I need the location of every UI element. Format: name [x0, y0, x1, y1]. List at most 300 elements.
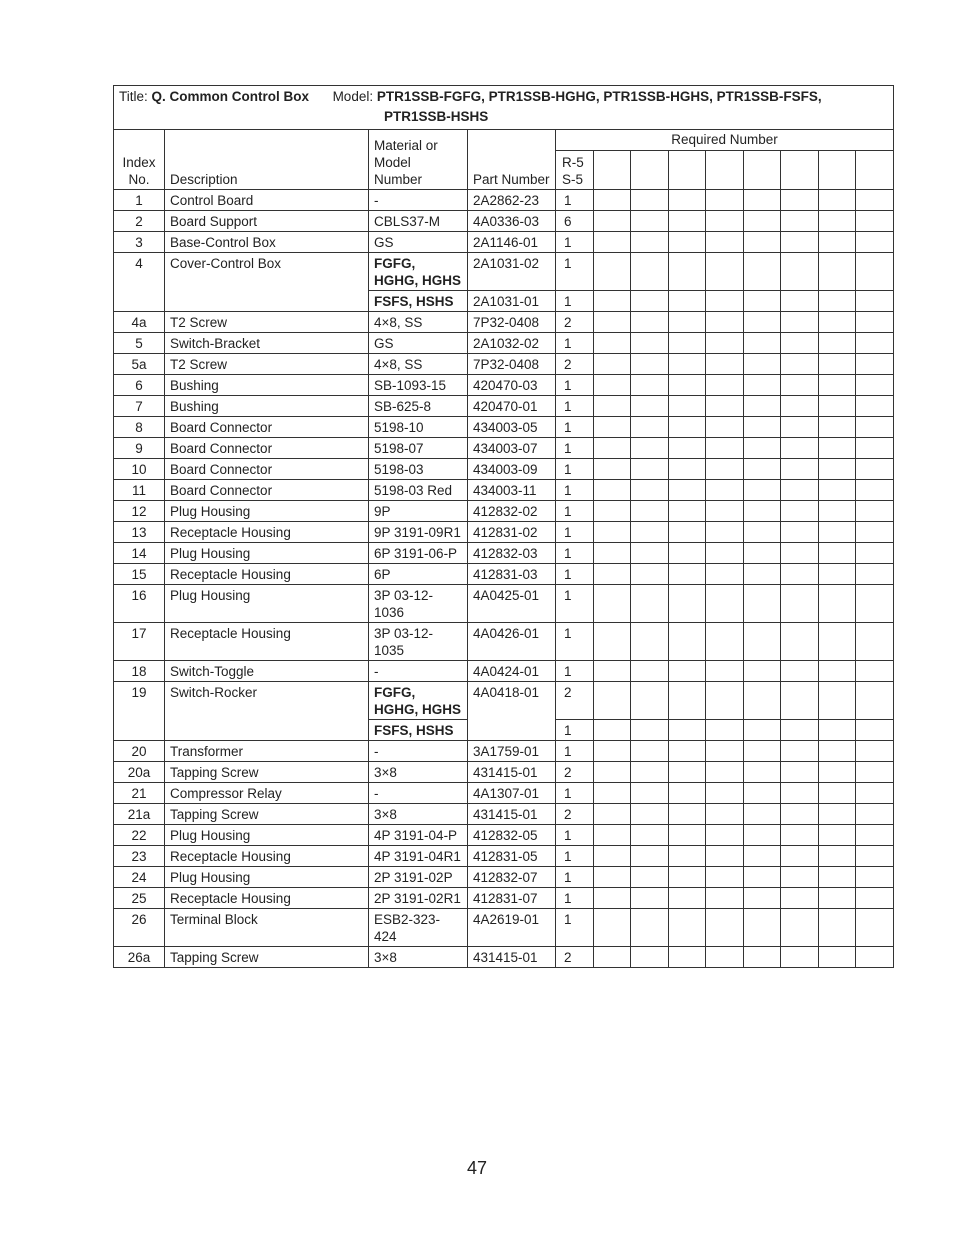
- required-empty-cell: [781, 522, 819, 543]
- required-empty-cell: [631, 846, 669, 867]
- qty-cell: 1: [556, 375, 594, 396]
- description-cell: Plug Housing: [165, 867, 369, 888]
- part-number-cell: 412832-03: [468, 543, 556, 564]
- table-row: [114, 947, 894, 968]
- part-number-cell: 412831-07: [468, 888, 556, 909]
- required-empty-cell: [631, 459, 669, 480]
- required-empty-cell: [594, 783, 631, 804]
- qty-cell: 2: [556, 312, 594, 333]
- required-empty-cell: [819, 867, 856, 888]
- required-empty-cell: [744, 623, 781, 661]
- required-empty-cell: [669, 501, 706, 522]
- required-empty-cell: [594, 417, 631, 438]
- description-cell: Switch-Toggle: [165, 661, 369, 682]
- required-empty-cell: [594, 543, 631, 564]
- material-cell: 5198-10: [369, 417, 468, 438]
- required-empty-cell: [631, 661, 669, 682]
- required-empty-cell: [594, 375, 631, 396]
- required-empty-cell: [594, 459, 631, 480]
- table-row: [114, 804, 894, 825]
- required-empty-cell: [856, 682, 894, 720]
- required-empty-cell: [819, 333, 856, 354]
- index-cell: 22: [114, 825, 165, 846]
- part-number-cell: 7P32-0408: [468, 312, 556, 333]
- required-empty-cell: [819, 312, 856, 333]
- part-number-cell: 7P32-0408: [468, 354, 556, 375]
- header-s5: S-5: [562, 172, 584, 187]
- material-cell: SB-625-8: [369, 396, 468, 417]
- index-cell: 7: [114, 396, 165, 417]
- description-cell: Plug Housing: [165, 825, 369, 846]
- qty-cell: 1: [556, 720, 594, 741]
- part-number-cell: 3A1759-01: [468, 741, 556, 762]
- required-empty-cell: [669, 564, 706, 585]
- part-number-cell: 412832-05: [468, 825, 556, 846]
- required-empty-cell: [781, 501, 819, 522]
- description-cell: Receptacle Housing: [165, 623, 369, 661]
- required-empty-cell: [706, 459, 744, 480]
- index-cell: 16: [114, 585, 165, 623]
- required-empty-cell: [781, 825, 819, 846]
- table-row: [114, 867, 894, 888]
- required-empty-cell: [631, 888, 669, 909]
- required-empty-cell: [819, 253, 856, 291]
- header-required-text: Required Number: [671, 132, 778, 148]
- description-cell: Base-Control Box: [165, 232, 369, 253]
- part-number-cell: 4A0418-01: [468, 682, 556, 741]
- required-empty-cell: [819, 564, 856, 585]
- table-row: [114, 661, 894, 682]
- qty-cell: 1: [556, 190, 594, 211]
- table-row: [114, 417, 894, 438]
- required-empty-cell: [781, 888, 819, 909]
- material-cell: FGFG, HGHG, HGHS: [369, 253, 468, 291]
- qty-cell: 1: [556, 846, 594, 867]
- index-cell: 14: [114, 543, 165, 564]
- material-cell: FGFG, HGHG, HGHS: [369, 682, 468, 720]
- required-empty-cell: [631, 522, 669, 543]
- required-empty-cell: [856, 825, 894, 846]
- header-description: [165, 130, 369, 190]
- material-cell: 4×8, SS: [369, 354, 468, 375]
- required-empty-cell: [781, 846, 819, 867]
- header-description-text: Description: [170, 172, 238, 187]
- required-empty-cell: [744, 867, 781, 888]
- table-row: [114, 564, 894, 585]
- material-cell: SB-1093-15: [369, 375, 468, 396]
- required-empty-cell: [669, 459, 706, 480]
- required-empty-cell: [669, 741, 706, 762]
- required-empty-cell: [744, 682, 781, 720]
- part-number-cell: 412831-02: [468, 522, 556, 543]
- required-empty-cell: [631, 741, 669, 762]
- required-empty-cell: [631, 312, 669, 333]
- required-empty-cell: [706, 783, 744, 804]
- required-empty-cell: [744, 585, 781, 623]
- title-row: [114, 86, 894, 130]
- material-cell: 6P 3191-06-P: [369, 543, 468, 564]
- table-row: [114, 585, 894, 623]
- index-cell: 20: [114, 741, 165, 762]
- required-empty-cell: [781, 867, 819, 888]
- required-empty-cell: [856, 291, 894, 312]
- required-empty-cell: [781, 354, 819, 375]
- required-empty-cell: [669, 417, 706, 438]
- required-empty-cell: [744, 804, 781, 825]
- required-empty-cell: [781, 741, 819, 762]
- required-empty-cell: [744, 312, 781, 333]
- material-cell: 3×8: [369, 762, 468, 783]
- part-number-cell: 412832-02: [468, 501, 556, 522]
- required-empty-cell: [856, 867, 894, 888]
- description-cell: Compressor Relay: [165, 783, 369, 804]
- qty-cell: 1: [556, 232, 594, 253]
- page-number: 47: [466, 1158, 488, 1178]
- required-empty-cell: [856, 804, 894, 825]
- table-row: [114, 682, 894, 720]
- required-empty-cell: [594, 846, 631, 867]
- required-empty-cell: [856, 253, 894, 291]
- required-empty-cell: [744, 762, 781, 783]
- table-row: [114, 438, 894, 459]
- table-row: [114, 459, 894, 480]
- required-empty-cell: [706, 253, 744, 291]
- table-row: [114, 354, 894, 375]
- required-empty-cell: [706, 522, 744, 543]
- index-cell: 24: [114, 867, 165, 888]
- description-cell: T2 Screw: [165, 354, 369, 375]
- description-cell: Board Connector: [165, 438, 369, 459]
- required-empty-cell: [669, 585, 706, 623]
- table-row: [114, 543, 894, 564]
- required-empty-cell: [856, 232, 894, 253]
- required-empty-cell: [856, 623, 894, 661]
- required-empty-cell: [594, 333, 631, 354]
- required-empty-cell: [819, 543, 856, 564]
- table-row: [114, 762, 894, 783]
- required-empty-cell: [631, 804, 669, 825]
- part-number-cell: 412832-07: [468, 867, 556, 888]
- required-empty-cell: [669, 333, 706, 354]
- required-empty-cell: [669, 762, 706, 783]
- part-number-cell: 431415-01: [468, 762, 556, 783]
- required-empty-cell: [631, 480, 669, 501]
- required-empty-cell: [706, 232, 744, 253]
- required-empty-cell: [781, 417, 819, 438]
- required-empty-cell: [744, 543, 781, 564]
- material-cell: 3P 03-12-1035: [369, 623, 468, 661]
- required-empty-cell: [594, 909, 631, 947]
- required-empty-cell: [744, 232, 781, 253]
- index-cell: 3: [114, 232, 165, 253]
- part-number-cell: 2A1146-01: [468, 232, 556, 253]
- material-cell: 3×8: [369, 947, 468, 968]
- required-empty-cell: [819, 232, 856, 253]
- description-cell: T2 Screw: [165, 312, 369, 333]
- qty-cell: 1: [556, 564, 594, 585]
- description-cell: Plug Housing: [165, 585, 369, 623]
- required-empty-cell: [631, 232, 669, 253]
- required-empty-cell: [706, 211, 744, 232]
- required-empty-cell: [594, 211, 631, 232]
- required-empty-cell: [744, 417, 781, 438]
- required-empty-cell: [781, 947, 819, 968]
- required-empty-cell: [819, 190, 856, 211]
- required-empty-cell: [744, 783, 781, 804]
- required-empty-cell: [819, 396, 856, 417]
- required-empty-cell: [706, 947, 744, 968]
- part-number-cell: 431415-01: [468, 947, 556, 968]
- index-cell: 4a: [114, 312, 165, 333]
- table-row: [114, 522, 894, 543]
- material-cell: GS: [369, 232, 468, 253]
- required-empty-cell: [669, 438, 706, 459]
- header-material: [369, 130, 468, 190]
- required-empty-cell: [594, 396, 631, 417]
- qty-cell: 1: [556, 585, 594, 623]
- qty-cell: 1: [556, 438, 594, 459]
- material-cell: 5198-03: [369, 459, 468, 480]
- required-empty-cell: [706, 762, 744, 783]
- qty-cell: 6: [556, 211, 594, 232]
- required-empty-cell: [744, 720, 781, 741]
- material-cell: 9P: [369, 501, 468, 522]
- required-empty-cell: [706, 312, 744, 333]
- required-empty-cell: [856, 720, 894, 741]
- required-empty-cell: [819, 947, 856, 968]
- description-cell: Control Board: [165, 190, 369, 211]
- required-empty-cell: [706, 888, 744, 909]
- parts-list-sheet: [113, 85, 894, 968]
- required-empty-cell: [819, 480, 856, 501]
- required-empty-cell: [631, 333, 669, 354]
- required-empty-cell: [706, 867, 744, 888]
- required-empty-cell: [631, 783, 669, 804]
- required-empty-cell: [819, 459, 856, 480]
- description-cell: Plug Housing: [165, 543, 369, 564]
- required-empty-cell: [856, 190, 894, 211]
- material-cell: FSFS, HSHS: [369, 291, 468, 312]
- required-empty-cell: [706, 804, 744, 825]
- qty-cell: 2: [556, 804, 594, 825]
- index-cell: 8: [114, 417, 165, 438]
- required-empty-cell: [669, 312, 706, 333]
- part-number-cell: 4A0424-01: [468, 661, 556, 682]
- required-empty-cell: [669, 720, 706, 741]
- part-number-cell: 4A2619-01: [468, 909, 556, 947]
- description-cell: Tapping Screw: [165, 762, 369, 783]
- description-cell: Tapping Screw: [165, 947, 369, 968]
- required-empty-cell: [856, 762, 894, 783]
- part-number-cell: 420470-01: [468, 396, 556, 417]
- required-empty-cell: [631, 211, 669, 232]
- required-empty-cell: [819, 762, 856, 783]
- title-name: Q. Common Control Box: [151, 89, 310, 104]
- required-empty-cell: [781, 661, 819, 682]
- required-empty-cell: [631, 543, 669, 564]
- required-empty-cell: [819, 846, 856, 867]
- index-cell: 12: [114, 501, 165, 522]
- material-cell: 9P 3191-09R1: [369, 522, 468, 543]
- required-empty-cell: [594, 232, 631, 253]
- header-part: [468, 130, 556, 190]
- table-row: [114, 825, 894, 846]
- required-empty-cell: [594, 438, 631, 459]
- required-empty-cell: [669, 623, 706, 661]
- description-cell: Receptacle Housing: [165, 888, 369, 909]
- description-cell: Receptacle Housing: [165, 564, 369, 585]
- required-empty-cell: [856, 522, 894, 543]
- required-empty-cell: [706, 846, 744, 867]
- required-empty-cell: [669, 909, 706, 947]
- required-empty-cell: [744, 375, 781, 396]
- description-cell: Receptacle Housing: [165, 522, 369, 543]
- required-empty-cell: [744, 947, 781, 968]
- header-index-line2: No.: [128, 172, 150, 187]
- required-empty-cell: [781, 438, 819, 459]
- model-label: Model:: [332, 89, 374, 104]
- material-cell: -: [369, 783, 468, 804]
- required-empty-cell: [856, 375, 894, 396]
- required-empty-cell: [744, 564, 781, 585]
- required-empty-cell: [631, 867, 669, 888]
- required-empty-cell: [631, 501, 669, 522]
- qty-cell: 1: [556, 783, 594, 804]
- required-empty-cell: [631, 438, 669, 459]
- description-cell: Board Connector: [165, 417, 369, 438]
- table-row: [114, 480, 894, 501]
- index-cell: 21: [114, 783, 165, 804]
- required-empty-cell: [631, 375, 669, 396]
- header-index-line1: Index: [122, 155, 156, 170]
- required-empty-cell: [744, 480, 781, 501]
- required-empty-cell: [781, 190, 819, 211]
- required-empty-cell: [819, 522, 856, 543]
- material-cell: 5198-07: [369, 438, 468, 459]
- required-empty-cell: [669, 291, 706, 312]
- required-empty-cell: [744, 190, 781, 211]
- required-empty-cell: [856, 661, 894, 682]
- required-empty-cell: [631, 909, 669, 947]
- required-empty-cell: [594, 354, 631, 375]
- required-empty-cell: [781, 783, 819, 804]
- required-empty-cell: [819, 888, 856, 909]
- qty-cell: 1: [556, 623, 594, 661]
- description-cell: Board Support: [165, 211, 369, 232]
- required-empty-cell: [781, 211, 819, 232]
- required-empty-cell: [856, 846, 894, 867]
- qty-cell: 2: [556, 354, 594, 375]
- table-row: [114, 623, 894, 661]
- qty-cell: 1: [556, 417, 594, 438]
- material-cell: 2P 3191-02P: [369, 867, 468, 888]
- material-cell: -: [369, 190, 468, 211]
- required-empty-cell: [631, 354, 669, 375]
- required-empty-cell: [856, 312, 894, 333]
- part-number-cell: 4A1307-01: [468, 783, 556, 804]
- index-cell: 5: [114, 333, 165, 354]
- table-row: [114, 888, 894, 909]
- required-empty-cell: [781, 396, 819, 417]
- required-empty-cell: [819, 720, 856, 741]
- required-empty-cell: [669, 232, 706, 253]
- required-empty-cell: [744, 211, 781, 232]
- required-empty-cell: [781, 232, 819, 253]
- table-row: [114, 741, 894, 762]
- index-cell: 21a: [114, 804, 165, 825]
- required-empty-cell: [856, 888, 894, 909]
- required-empty-cell: [669, 375, 706, 396]
- required-empty-cell: [706, 333, 744, 354]
- header-index: [114, 130, 165, 190]
- index-cell: 13: [114, 522, 165, 543]
- required-empty-cell: [781, 333, 819, 354]
- required-empty-cell: [819, 417, 856, 438]
- required-empty-cell: [744, 291, 781, 312]
- qty-cell: 1: [556, 253, 594, 291]
- required-empty-cell: [706, 190, 744, 211]
- required-empty-cell: [744, 846, 781, 867]
- required-empty-cell: [594, 585, 631, 623]
- table-row: [114, 783, 894, 804]
- index-cell: 23: [114, 846, 165, 867]
- required-empty-cell: [856, 947, 894, 968]
- header-material-line1: Material or: [374, 138, 438, 153]
- required-empty-cell: [781, 762, 819, 783]
- required-empty-cell: [744, 354, 781, 375]
- index-cell: 26: [114, 909, 165, 947]
- qty-cell: 2: [556, 947, 594, 968]
- required-empty-cell: [631, 682, 669, 720]
- required-empty-cell: [819, 682, 856, 720]
- table-row: [114, 312, 894, 333]
- material-cell: 4P 3191-04-P: [369, 825, 468, 846]
- required-empty-cell: [594, 867, 631, 888]
- required-empty-cell: [819, 804, 856, 825]
- required-empty-cell: [856, 501, 894, 522]
- required-empty-cell: [706, 480, 744, 501]
- required-empty-cell: [856, 211, 894, 232]
- table-row: [114, 846, 894, 867]
- qty-cell: 1: [556, 825, 594, 846]
- required-empty-cell: [744, 438, 781, 459]
- required-empty-cell: [631, 623, 669, 661]
- required-empty-cell: [706, 438, 744, 459]
- index-cell: 25: [114, 888, 165, 909]
- required-empty-cell: [856, 417, 894, 438]
- description-cell: Plug Housing: [165, 501, 369, 522]
- required-empty-cell: [856, 396, 894, 417]
- required-empty-cell: [669, 846, 706, 867]
- material-cell: GS: [369, 333, 468, 354]
- table-row: [114, 190, 894, 211]
- required-empty-cell: [631, 253, 669, 291]
- index-cell: 1: [114, 190, 165, 211]
- required-empty-cell: [594, 804, 631, 825]
- required-empty-cell: [594, 253, 631, 291]
- material-cell: -: [369, 741, 468, 762]
- required-empty-cell: [669, 543, 706, 564]
- required-empty-cell: [594, 190, 631, 211]
- required-empty-cell: [669, 825, 706, 846]
- required-empty-cell: [856, 333, 894, 354]
- qty-cell: 1: [556, 501, 594, 522]
- required-empty-cell: [781, 375, 819, 396]
- required-empty-cell: [594, 947, 631, 968]
- required-empty-cell: [669, 190, 706, 211]
- required-empty-cell: [631, 564, 669, 585]
- required-empty-cell: [594, 741, 631, 762]
